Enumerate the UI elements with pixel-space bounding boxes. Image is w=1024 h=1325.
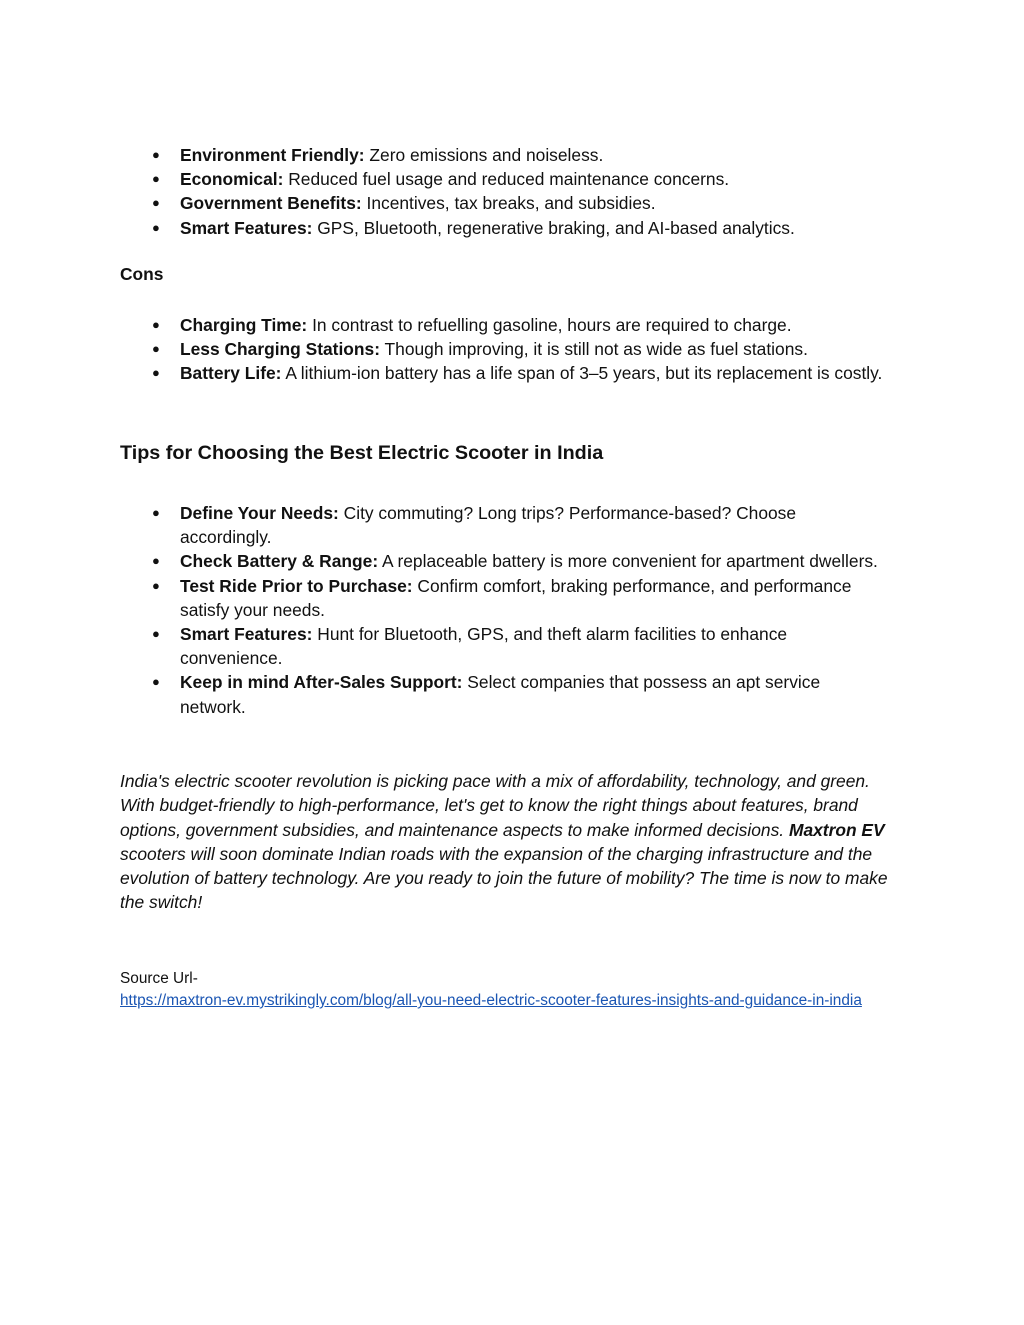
list-item bbox=[120, 574, 890, 622]
bullet-icon: ● bbox=[152, 365, 160, 381]
item-text: GPS, Bluetooth, regenerative braking, and AI-based analytics. bbox=[312, 217, 795, 238]
item-text: In contrast to refuelling gasoline, hours are required to charge. bbox=[307, 315, 792, 335]
cons-heading: Cons bbox=[120, 264, 164, 284]
item-term: Define Your Needs: bbox=[180, 503, 339, 523]
item-term: Less Charging Stations: bbox=[180, 339, 381, 360]
bullet-icon: ● bbox=[152, 553, 160, 569]
bullet-icon: ● bbox=[152, 195, 160, 211]
item-term: Battery Life: bbox=[180, 363, 282, 384]
tips-list bbox=[120, 501, 890, 719]
item-text: Incentives, tax breaks, and subsidies. bbox=[361, 193, 656, 214]
closing-text-start: India's electric scooter revolution is picking pace with a mix of affordability, technology, and green. With budget-friendly to high-performance, let's get to know the right things about features, brand options, government subsidies, and maintenance aspects to make informed decisions. bbox=[120, 771, 870, 840]
item-text: Select companies that possess an apt service network. bbox=[180, 672, 821, 717]
item-term: Test Ride Prior to Purchase: bbox=[180, 575, 413, 596]
list-item bbox=[120, 622, 890, 670]
list-item bbox=[120, 191, 890, 215]
item-text: Hunt for Bluetooth, GPS, and theft alarm facilities to enhance convenience. bbox=[180, 624, 788, 669]
item-text: Zero emissions and noiseless. bbox=[364, 145, 604, 165]
list-item bbox=[120, 313, 890, 337]
item-term: Economical: bbox=[180, 169, 284, 190]
bullet-icon: ● bbox=[152, 171, 160, 187]
list-item bbox=[120, 670, 890, 718]
list-item bbox=[120, 501, 890, 549]
bullet-icon: ● bbox=[152, 341, 160, 357]
source-link[interactable]: https://maxtron-ev.mystrikingly.com/blog/all-you-need-electric-scooter-features-insights-and-guidance-in-india bbox=[120, 992, 862, 1009]
item-term: Smart Features: bbox=[180, 624, 313, 645]
bullet-icon: ● bbox=[152, 626, 160, 642]
closing-text-end: scooters will soon dominate Indian roads with the expansion of the charging infrastructure and the evolution of battery technology. Are you ready to join the future of mobility? The time is now to make the switch! bbox=[120, 843, 888, 913]
item-term: Environment Friendly: bbox=[180, 145, 365, 165]
item-term: Government Benefits: bbox=[180, 193, 362, 214]
item-term: Check Battery & Range: bbox=[180, 551, 379, 572]
item-term: Smart Features: bbox=[180, 217, 313, 238]
source-block bbox=[120, 968, 890, 1012]
item-text: Reduced fuel usage and reduced maintenance concerns. bbox=[283, 169, 730, 190]
list-item bbox=[120, 143, 890, 167]
tips-heading: Tips for Choosing the Best Electric Scooter in India bbox=[120, 442, 604, 464]
source-label: Source Url- bbox=[120, 970, 198, 987]
list-item bbox=[120, 167, 890, 191]
list-item bbox=[120, 361, 890, 385]
item-text: Though improving, it is still not as wide as fuel stations. bbox=[380, 339, 808, 360]
bullet-icon: ● bbox=[152, 674, 160, 690]
bullet-icon: ● bbox=[152, 219, 160, 235]
item-term: Charging Time: bbox=[180, 315, 308, 335]
bullet-icon: ● bbox=[152, 147, 160, 162]
list-item bbox=[120, 216, 890, 240]
item-text: A replaceable battery is more convenient for apartment dwellers. bbox=[378, 551, 878, 572]
pros-list bbox=[120, 143, 890, 240]
item-text: A lithium-ion battery has a life span of 3–5 years, but its replacement is costly. bbox=[281, 363, 883, 384]
item-term: Keep in mind After-Sales Support: bbox=[180, 672, 463, 693]
closing-paragraph bbox=[120, 769, 890, 915]
list-item bbox=[120, 549, 890, 573]
list-item bbox=[120, 337, 890, 361]
cons-list bbox=[120, 313, 890, 386]
item-text: City commuting? Long trips? Performance-based? Choose accordingly. bbox=[180, 503, 797, 548]
brand-name: Maxtron EV bbox=[788, 819, 885, 840]
bullet-icon: ● bbox=[152, 577, 160, 593]
bullet-icon: ● bbox=[152, 505, 160, 520]
item-text: Confirm comfort, braking performance, and performance satisfy your needs. bbox=[180, 575, 852, 620]
bullet-icon: ● bbox=[152, 317, 160, 332]
